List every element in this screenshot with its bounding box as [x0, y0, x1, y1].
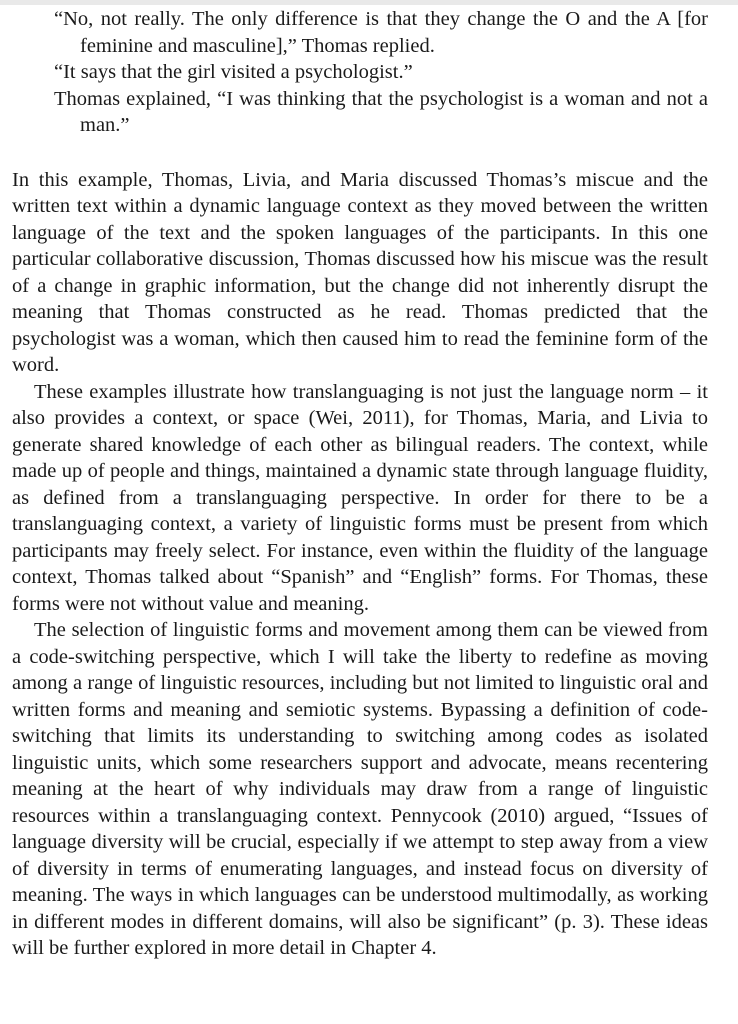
dialogue-line: “No, not really. The only difference is that they change the O and the A [for feminine and masculine],” Thomas replied. — [54, 8, 708, 57]
dialogue-line: Thomas explained, “I was thinking that the psychologist is a woman and not a man.” — [54, 87, 708, 136]
document-page — [12, 6, 708, 962]
paragraph: In this example, Thomas, Livia, and Maria discussed Thomas’s miscue and the written text within a dynamic language context as they moved between the written language of the text and the spoken languages of the participants. In this one particular collaborative discussion, Thomas discussed how his miscue was the result of a change in graphic information, but the change did not inherently disrupt the meaning that Thomas constructed as he read. Thomas predicted that the psychologist was a woman, which then caused him to read the feminine form of the word. — [12, 168, 708, 376]
section-gap — [12, 139, 708, 167]
paragraph: These examples illustrate how translanguaging is not just the language norm – it also provides a context, or space (Wei, 2011), for Thomas, Maria, and Livia to generate shared knowledge of each other as bilingual readers. The context, while made up of people and things, maintained a dynamic state through language fluidity, as defined from a translanguaging perspective. In order for there to be a translanguaging context, a variety of linguistic forms must be present from which participants may freely select. For instance, even within the fluidity of the language context, Thomas talked about “Spanish” and “English” forms. For Thomas, these forms were not without value and meaning. — [12, 380, 708, 615]
dialogue-line: “It says that the girl visited a psychologist.” — [54, 61, 413, 83]
paragraph: The selection of linguistic forms and movement among them can be viewed from a code-switching perspective, which I will take the liberty to redefine as moving among a range of linguistic resources, including but not limited to linguistic oral and written forms and meaning and semiotic systems. Bypassing a definition of code-switching that limits its understanding to switching among codes as isolated linguistic units, which some researchers support and advocate, means recentering meaning at the heart of why individuals may draw from a range of linguistic resources within a translanguaging context. Pennycook (2010) argued, “Issues of language diversity will be crucial, especially if we attempt to step away from a view of diversity in terms of enumerating languages, and instead focus on diversity of meaning. The ways in which languages can be understood multimodally, as working in different modes in different domains, will also be significant” (p. 3). These ideas will be further explored in more detail in Chapter 4. — [12, 619, 708, 959]
body-text — [12, 167, 708, 962]
dialogue-excerpt — [12, 6, 708, 139]
top-divider — [0, 0, 738, 5]
